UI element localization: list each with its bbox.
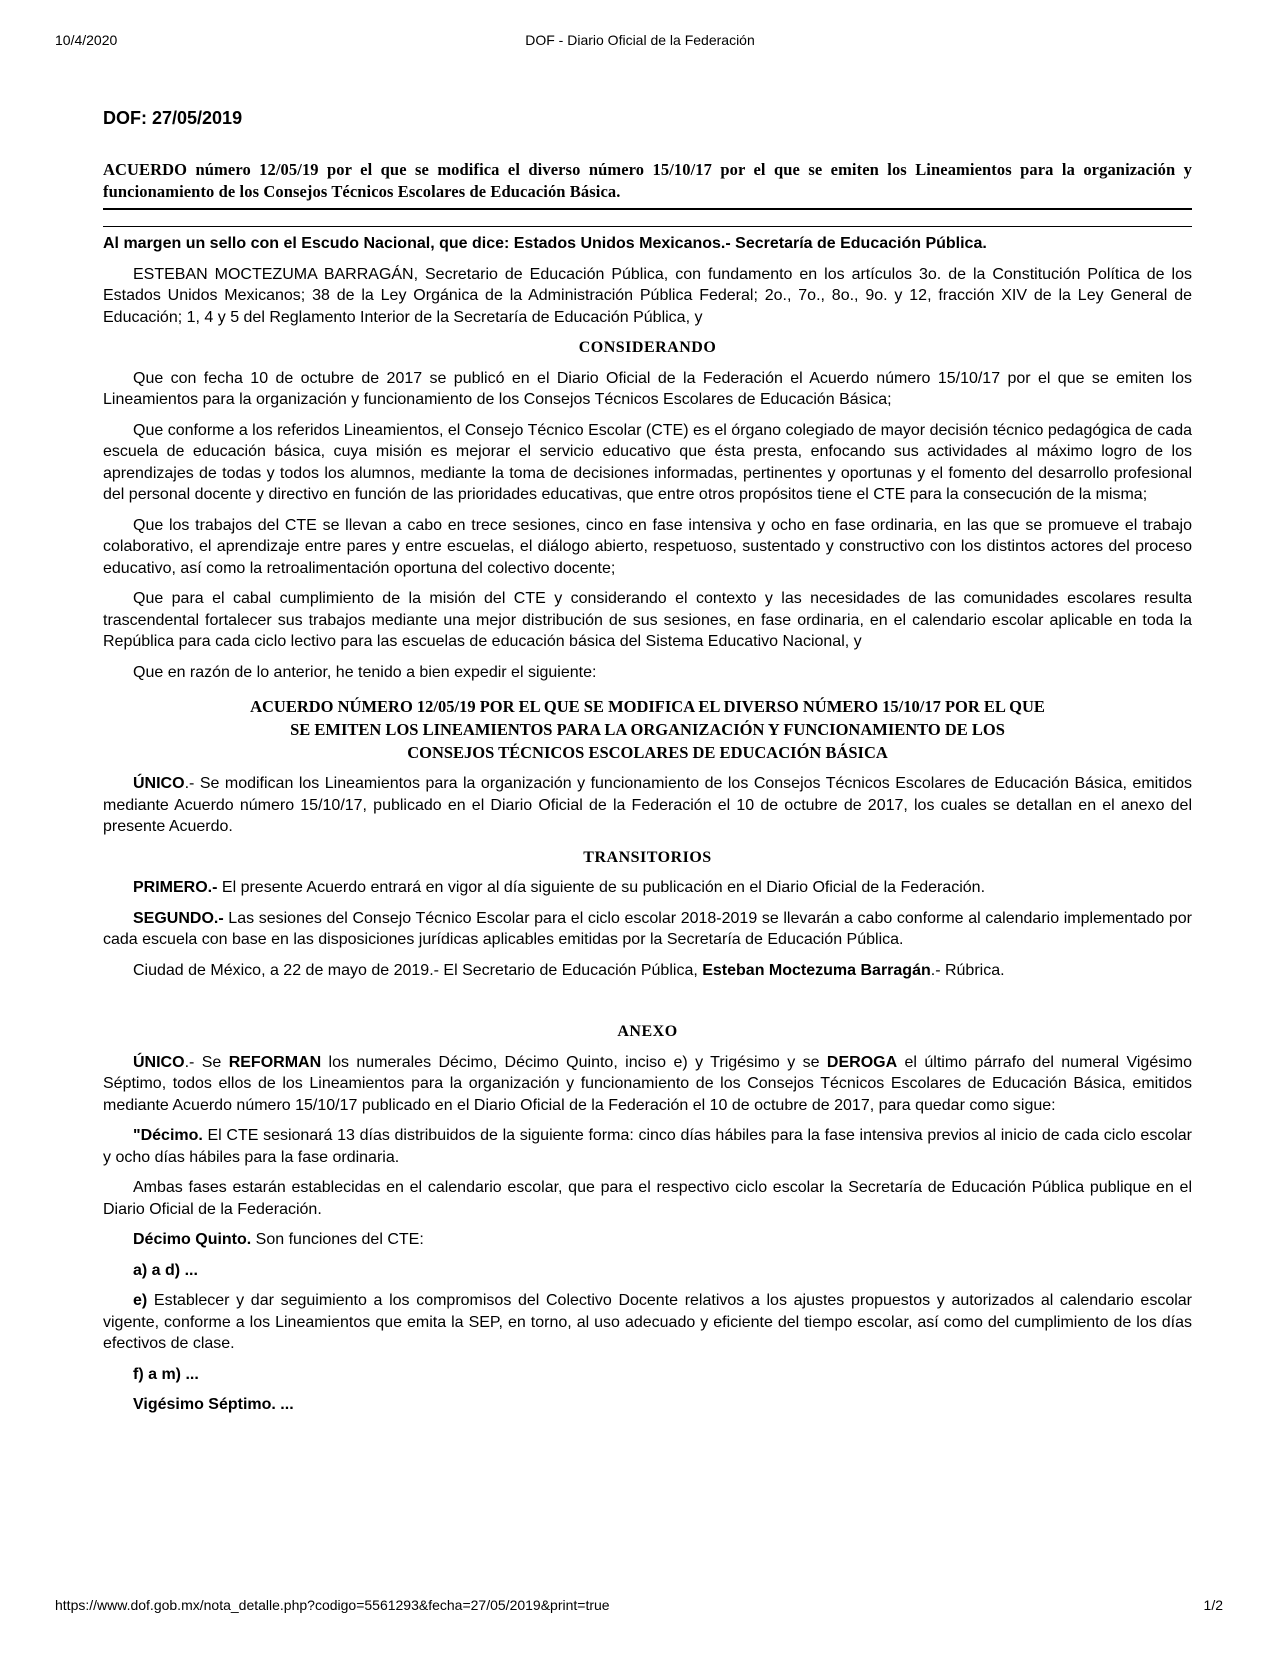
unico-text: .- Se modifican los Lineamientos para la organización y funcionamiento de los Consejos Técnicos Escolares de Educación Básica, emitidos mediante Acuerdo número 15/10/17, publicado en el Diario Oficial de la Federación el 10 de octubre de 2017, los cuales se detallan en el anexo del presente Acuerdo.: [103, 775, 1192, 835]
decimo-text: El CTE sesionará 13 días distribuidos de la siguiente forma: cinco días hábiles para la fase intensiva previos al inicio de cada ciclo escolar y ocho días hábiles para la fase ordinaria.: [103, 1127, 1192, 1166]
considerando-paragraph: Que para el cabal cumplimiento de la misión del CTE y considerando el contexto y las necesidades de las comunidades escolares resulta trascendental fortalecer sus trabajos mediante una mejor distribución de sus sesiones, en fase ordinaria, en el calendario escolar aplicable en toda la República para cada ciclo lectivo para las escuelas de educación básica del Sistema Educativo Nacional, y: [103, 590, 1192, 650]
incisos-f-m: [103, 1364, 1192, 1386]
inciso-e-text: Establecer y dar seguimiento a los compromisos del Colectivo Docente relativos a los ajustes propuestos y autorizados al calendario escolar vigente, conforme a los Lineamientos que emita la SEP, en torno, al uso adecuado y eficiente del tiempo escolar, así como del cumplimiento de los días efectivos de clase.: [103, 1292, 1192, 1352]
document-body: [103, 108, 1192, 1416]
reforman-keyword: REFORMAN: [228, 1053, 322, 1071]
margin-note: Al margen un sello con el Escudo Nacional, que dice: Estados Unidos Mexicanos.- Secretaría de Educación Pública.: [103, 235, 987, 252]
signature-pre: Ciudad de México, a 22 de mayo de 2019.- El Secretario de Educación Pública,: [133, 961, 703, 979]
considerando-paragraph: Que en razón de lo anterior, he tenido a bien expedir el siguiente:: [133, 663, 597, 681]
decimo-quinto-text: Son funciones del CTE:: [251, 1231, 424, 1248]
ambas-fases: Ambas fases estarán establecidas en el calendario escolar, que para el respectivo ciclo escolar la Secretaría de Educación Pública publique en el Diario Oficial de la Federación.: [103, 1179, 1192, 1218]
unico-article: [103, 773, 1192, 838]
transitorios-heading: TRANSITORIOS: [583, 848, 712, 866]
considerando-paragraph: Que los trabajos del CTE se llevan a cabo en trece sesiones, cinco en fase intensiva y ocho en fase ordinaria, en las que se promueve el trabajo colaborativo, el aprendizaje entre pares y entre escuelas, el diálogo abierto, respetuoso, sustentado y constructivo con los distintos actores del proceso educativo, así como la retroalimentación oportuna del colectivo docente;: [103, 516, 1192, 577]
deroga-keyword: DEROGA: [826, 1053, 898, 1071]
page-number: 1/2: [1203, 1597, 1223, 1613]
signature-post: .- Rúbrica.: [930, 961, 1005, 979]
incisos-a-d-label: a) a d) ...: [133, 1261, 198, 1279]
incisos-a-d: [103, 1260, 1192, 1282]
acuerdo-heading-line: CONSEJOS TÉCNICOS ESCOLARES DE EDUCACIÓN BÁSICA: [407, 743, 888, 762]
inciso-e-label: e): [133, 1292, 148, 1309]
unico-label: ÚNICO: [133, 775, 185, 792]
anexo-unico: [103, 1052, 1192, 1117]
primero-transitorio: [103, 877, 1192, 899]
considerando-paragraph: Que con fecha 10 de octubre de 2017 se publicó en el Diario Oficial de la Federación el Acuerdo número 15/10/17 por el que se emiten los Lineamientos para la organización y funcionamiento de los Consejos Técnicos Escolares de Educación Básica;: [103, 369, 1192, 408]
signature-line: [103, 960, 1192, 982]
acuerdo-heading: [103, 695, 1192, 764]
anexo-text: el último párrafo del numeral Vigésimo Séptimo, todos ellos de los Lineamientos para la organización y funcionamiento de los Consejos Técnicos Escolares de Educación Básica, emitidos mediante Acuerdo número 15/10/17 publicado en el Diario Oficial de la Federación el 10 de octubre de 2017, para quedar como sigue:: [103, 1053, 1193, 1114]
acuerdo-heading-line: SE EMITEN LOS LINEAMIENTOS PARA LA ORGANIZACIÓN Y FUNCIONAMIENTO DE LOS: [290, 720, 1005, 739]
considerando-paragraph: Que conforme a los referidos Lineamientos, el Consejo Técnico Escolar (CTE) es el órgano colegiado de mayor decisión técnico pedagógica de cada escuela de educación básica, cuya misión es mejorar el servicio educativo que ésta presta, enfocando sus actividades al máximo logro de los aprendizajes de todas y todos los alumnos, mediante la toma de decisiones informadas, pertinentes y oportunas y el fomento del desarrollo profesional del personal docente y directivo en función de las prioridades educativas, que entre otros propósitos tiene el CTE para la consecución de la misma;: [103, 421, 1192, 503]
anexo-heading: ANEXO: [617, 1023, 678, 1040]
preamble: ESTEBAN MOCTEZUMA BARRAGÁN, Secretario de Educación Pública, con fundamento en los artículos 3o. de la Constitución Política de los Estados Unidos Mexicanos; 38 de la Ley Orgánica de la Administración Pública Federal; 2o., 7o., 8o., 9o. y 12, fracción XIV de la Ley General de Educación; 1, 4 y 5 del Reglamento Interior de la Secretaría de Educación Pública, y: [103, 265, 1192, 326]
segundo-text: Las sesiones del Consejo Técnico Escolar para el ciclo escolar 2018-2019 se llevarán a cabo conforme al calendario implementado por cada escuela con base en las disposiciones jurídicas aplicables emitidas por la Secretaría de Educación Pública.: [103, 909, 1192, 948]
segundo-transitorio: [103, 908, 1192, 951]
dof-date: DOF: 27/05/2019: [103, 108, 243, 128]
decimo-label: "Décimo.: [133, 1127, 203, 1144]
considerando-heading: CONSIDERANDO: [578, 339, 717, 356]
acuerdo-heading-line: ACUERDO NÚMERO 12/05/19 POR EL QUE SE MODIFICA EL DIVERSO NÚMERO 15/10/17 POR EL QUE: [250, 697, 1045, 716]
title-divider: [103, 226, 1192, 227]
incisos-f-m-label: f) a m) ...: [133, 1365, 199, 1383]
document-title: ACUERDO número 12/05/19 por el que se modifica el diverso número 15/10/17 por el que se emiten los Lineamientos para la organización y funcionamiento de los Consejos Técnicos Escolares de Educación Básica.: [103, 159, 1192, 210]
anexo-text: los numerales Décimo, Décimo Quinto, inciso e) y Trigésimo y se: [321, 1053, 827, 1071]
inciso-e: [103, 1290, 1192, 1355]
decimo-quinto-label: Décimo Quinto.: [133, 1231, 252, 1248]
signatory-name: Esteban Moctezuma Barragán: [702, 961, 931, 979]
print-date: 10/4/2020: [55, 32, 118, 48]
decimo-numeral: [103, 1125, 1192, 1168]
vigesimo-septimo-numeral: [103, 1394, 1192, 1416]
vigesimo-septimo-label: Vigésimo Séptimo. ...: [133, 1396, 294, 1413]
anexo-unico-label: ÚNICO: [133, 1053, 185, 1071]
print-page-title: DOF - Diario Oficial de la Federación: [525, 32, 755, 48]
anexo-text: .- Se: [184, 1053, 229, 1071]
decimo-quinto-numeral: [103, 1229, 1192, 1251]
segundo-label: SEGUNDO.-: [133, 909, 224, 927]
primero-label: PRIMERO.-: [133, 879, 218, 896]
primero-text: El presente Acuerdo entrará en vigor al día siguiente de su publicación en el Diario Oficial de la Federación.: [217, 879, 986, 896]
print-url: https://www.dof.gob.mx/nota_detalle.php?codigo=5561293&fecha=27/05/2019&print=true: [55, 1597, 610, 1613]
